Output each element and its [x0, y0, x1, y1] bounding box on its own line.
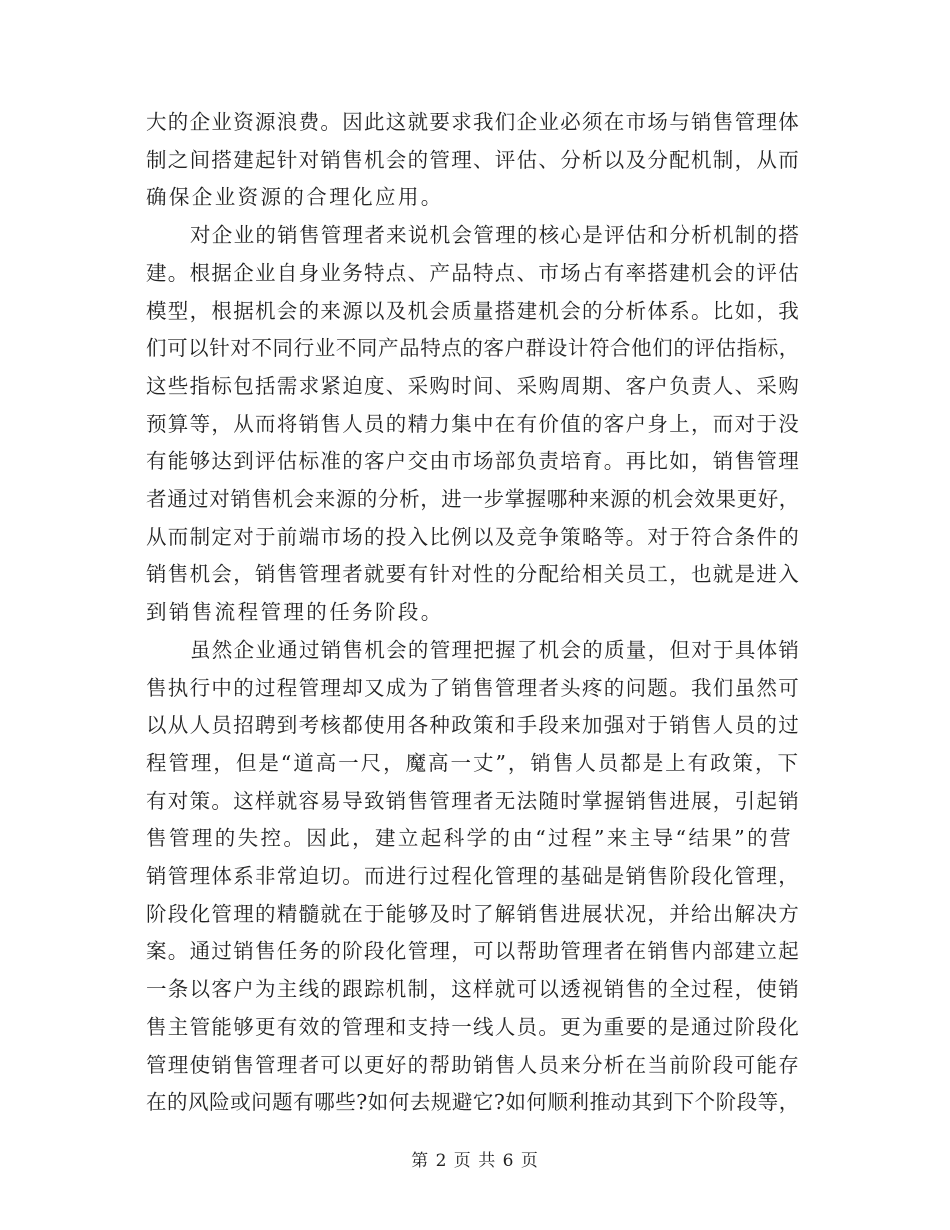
text-line: 有对策。这样就容易导致销售管理者无法随时掌握销售进展，引起销	[146, 788, 800, 813]
text-line: 管理使销售管理者可以更好的帮助销售人员来分析在当前阶段可能存	[146, 1052, 800, 1077]
text-line: 制之间搭建起针对销售机会的管理、评估、分析以及分配机制，从而	[146, 147, 800, 172]
text-line: 以从人员招聘到考核都使用各种政策和手段来加强对于销售人员的过	[146, 713, 800, 738]
document-body	[146, 104, 800, 1122]
text-line: 阶段化管理的精髓就在于能够及时了解销售进展状况，并给出解决方	[146, 901, 800, 926]
text-line: 这些指标包括需求紧迫度、采购时间、采购周期、客户负责人、采购	[146, 373, 800, 398]
text-line: 建。根据企业自身业务特点、产品特点、市场占有率搭建机会的评估	[146, 260, 800, 285]
text-line: 售主管能够更有效的管理和支持一线人员。更为重要的是通过阶段化	[146, 1014, 800, 1039]
text-line: 模型，根据机会的来源以及机会质量搭建机会的分析体系。比如，我	[146, 298, 800, 323]
page-footer: 第 2 页 共 6 页	[411, 1151, 539, 1171]
text-line: 销管理体系非常迫切。而进行过程化管理的基础是销售阶段化管理，	[146, 864, 800, 889]
text-line: 对企业的销售管理者来说机会管理的核心是评估和分析机制的搭	[190, 223, 801, 248]
text-line: 在的风险或问题有哪些?如何去规避它?如何顺利推动其到下个阶段等，	[146, 1090, 800, 1115]
text-line: 者通过对销售机会来源的分析，进一步掌握哪种来源的机会效果更好，	[146, 487, 800, 512]
text-line: 到销售流程管理的任务阶段。	[146, 600, 444, 625]
text-line: 们可以针对不同行业不同产品特点的客户群设计符合他们的评估指标，	[146, 336, 800, 361]
body-paragraph	[146, 217, 800, 632]
text-line: 售管理的失控。因此，建立起科学的由“过程”来主导“结果”的营	[146, 826, 793, 851]
text-line: 有能够达到评估标准的客户交由市场部负责培育。再比如，销售管理	[146, 449, 800, 474]
text-line: 确保企业资源的合理化应用。	[146, 185, 444, 210]
text-line: 销售机会，销售管理者就要有针对性的分配给相关员工，也就是进入	[146, 562, 800, 587]
text-line: 虽然企业通过销售机会的管理把握了机会的质量，但对于具体销	[190, 637, 801, 662]
body-paragraph	[146, 104, 800, 217]
text-line: 从而制定对于前端市场的投入比例以及竞争策略等。对于符合条件的	[146, 524, 800, 549]
text-line: 案。通过销售任务的阶段化管理，可以帮助管理者在销售内部建立起	[146, 939, 800, 964]
text-line: 大的企业资源浪费。因此这就要求我们企业必须在市场与销售管理体	[146, 110, 800, 134]
body-paragraph	[146, 632, 800, 1122]
text-line: 售执行中的过程管理却又成为了销售管理者头疼的问题。我们虽然可	[146, 675, 800, 700]
text-line: 一条以客户为主线的跟踪机制，这样就可以透视销售的全过程，使销	[146, 977, 800, 1002]
text-line: 预算等，从而将销售人员的精力集中在有价值的客户身上，而对于没	[146, 411, 800, 436]
text-line: 程管理，但是“道高一尺，魔高一丈”，销售人员都是上有政策，下	[146, 750, 800, 775]
